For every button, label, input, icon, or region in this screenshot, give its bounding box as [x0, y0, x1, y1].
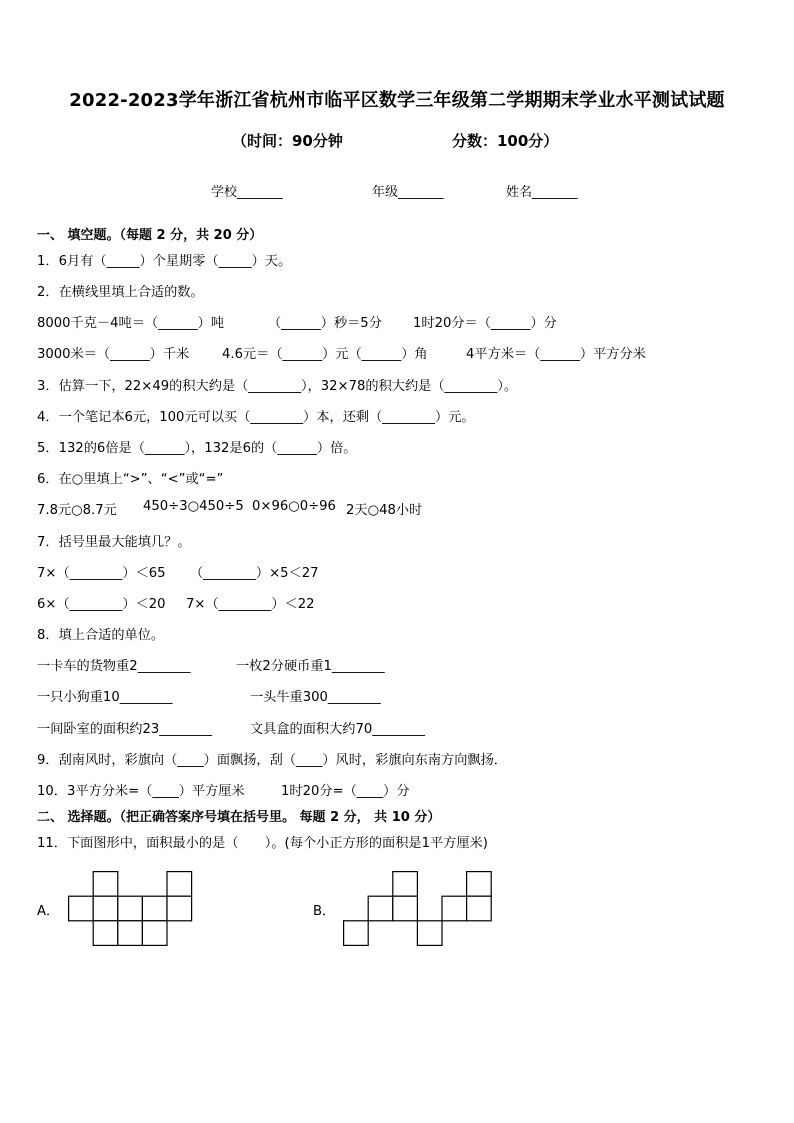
question-6-item-2: 450÷3○450÷5 — [143, 499, 244, 514]
page-title: 2022-2023学年浙江省杭州市临平区数学三年级第二学期期末学业水平测试试题 — [69, 90, 725, 111]
grade-field[interactable]: 年级_______ — [372, 185, 444, 200]
grid-square — [142, 896, 167, 921]
name-field[interactable]: 姓名_______ — [506, 185, 578, 200]
question-6-item-1: 7.8元○8.7元 — [37, 503, 117, 518]
grid-square — [142, 921, 167, 946]
question-6: 6．在○里填上“>”、“<”或“=” — [37, 472, 224, 487]
question-5: 5．132的6倍是（______），132是6的（______）倍。 — [37, 441, 357, 456]
question-2-item-4: 3000米＝（______）千米 — [37, 347, 190, 362]
question-2-item-1: 8000千克－4吨＝（______）吨 — [37, 316, 225, 331]
question-1: 1．6月有（_____）个星期零（_____）天。 — [37, 254, 292, 269]
question-8-item-2: 一枚2分硬币重1________ — [236, 659, 385, 674]
question-2-item-2: （______）秒＝5分 — [268, 316, 382, 331]
question-2: 2．在横线里填上合适的数。 — [37, 285, 204, 300]
question-11: 11．下面图形中，面积最小的是（ ）。(每个小正方形的面积是1平方厘米) — [37, 836, 488, 851]
question-8-item-4: 一头牛重300________ — [250, 690, 381, 705]
grid-square — [467, 872, 492, 897]
question-2-item-3: 1时20分＝（______）分 — [413, 316, 557, 331]
grid-square — [69, 896, 94, 921]
grid-square — [167, 896, 192, 921]
question-7-item-3: 6×（________）＜20 — [37, 597, 166, 612]
question-2-item-6: 4平方米＝（______）平方分米 — [466, 347, 646, 362]
figure-b-grid — [343, 871, 493, 947]
grid-square — [368, 896, 393, 921]
question-10: 10．3平方分米=（____）平方厘米 — [37, 784, 245, 799]
exam-time: （时间：90分钟 — [232, 132, 343, 150]
school-field[interactable]: 学校_______ — [211, 185, 283, 200]
grid-square — [118, 921, 143, 946]
exam-score: 分数：100分） — [452, 132, 559, 150]
grid-square — [93, 921, 118, 946]
question-8-item-6: 文具盒的面积大约70________ — [250, 722, 426, 737]
question-8: 8．填上合适的单位。 — [37, 628, 165, 643]
question-10-item-2: 1时20分=（____）分 — [281, 784, 410, 799]
grid-square — [118, 896, 143, 921]
grid-square — [93, 872, 118, 897]
grid-square — [167, 872, 192, 897]
question-2-item-5: 4.6元＝（______）元（______）角 — [222, 347, 428, 362]
question-3: 3．估算一下，22×49的积大约是（________），32×78的积大约是（________）。 — [37, 379, 518, 394]
grid-square — [442, 896, 467, 921]
question-7-item-4: 7×（________）＜22 — [186, 597, 315, 612]
question-6-item-4: 2天○48小时 — [346, 503, 423, 518]
grid-square — [467, 896, 492, 921]
option-b-label: B． — [313, 904, 336, 919]
option-a-label: A． — [37, 904, 60, 919]
grid-square — [417, 921, 442, 946]
question-7-item-1: 7×（________）＜65 — [37, 566, 166, 581]
question-4: 4．一个笔记本6元，100元可以买（________）本，还剩（________）元。 — [37, 410, 475, 425]
grid-square — [393, 872, 418, 897]
question-8-item-1: 一卡车的货物重2________ — [37, 659, 191, 674]
question-6-item-3: 0×96○0÷96 — [252, 499, 336, 514]
figure-a-grid — [68, 871, 194, 947]
question-8-item-3: 一只小狗重10________ — [37, 690, 173, 705]
question-8-item-5: 一间卧室的面积约23________ — [37, 722, 213, 737]
grid-square — [93, 896, 118, 921]
question-7: 7．括号里最大能填几？。 — [37, 535, 191, 550]
section-fill-in-heading: 一、 填空题。（每题 2 分，共 20 分） — [37, 228, 263, 243]
section-choice-heading: 二、 选择题。（把正确答案序号填在括号里。 每题 2 分， 共 10 分） — [37, 810, 441, 825]
grid-square — [344, 921, 369, 946]
grid-square — [393, 896, 418, 921]
question-7-item-2: （________）×5＜27 — [190, 566, 319, 581]
question-9: 9．刮南风时，彩旗向（____）面飘扬，刮（____）风时，彩旗向东南方向飘扬． — [37, 753, 507, 768]
